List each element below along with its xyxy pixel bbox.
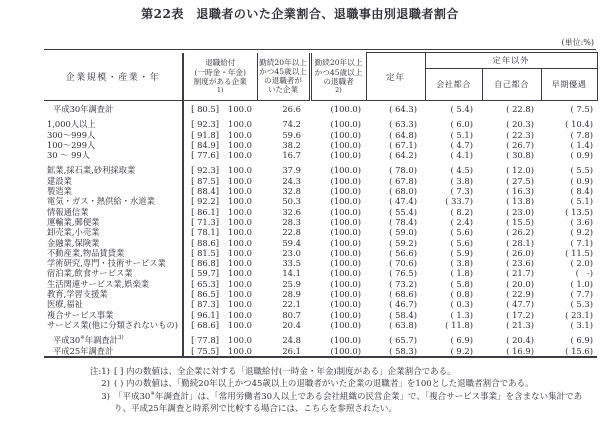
cell-c-b1: [ 86.8] xyxy=(191,258,219,269)
cell-c-b1: [ 77.6] xyxy=(191,150,219,161)
table-row xyxy=(44,207,597,217)
table-row xyxy=(44,238,597,248)
cell-c-b1: [ 88.6] xyxy=(191,237,219,248)
cell-c-tei: ( 47.4) xyxy=(389,196,417,207)
row-label: 不動産業,物品賃貸業 xyxy=(44,248,183,258)
table-row xyxy=(44,227,597,237)
cell-c-ret: (100.0) xyxy=(330,289,361,300)
document-page xyxy=(0,5,600,431)
footnote-text: 「平成30※年調査計」は、「常用労働者30人以上である会社組織の民営企業」で、「複合サービス事業」を含まない集計であり、平成25年調査と時系列で比較する場合には、こちらを参照されたい。 xyxy=(114,391,583,415)
cell-c-sou: ( 8.4) xyxy=(570,186,594,197)
cell-c-ret: (100.0) xyxy=(330,237,361,248)
table-row xyxy=(44,299,597,309)
cell-c-b1: [ 92.2] xyxy=(191,196,219,207)
cell-c-jik: ( 21.3) xyxy=(506,319,534,330)
table-row xyxy=(44,346,597,357)
cell-c-sou: ( 5.1) xyxy=(570,196,594,207)
row-label: 平成30年調査計 xyxy=(44,104,183,114)
row-label: 鉱業,採石業,砂利採取業 xyxy=(44,165,183,175)
header-mandatory-retirement: 定年 xyxy=(366,53,425,101)
cell-c-tei: ( 63.3) xyxy=(389,119,417,130)
cell-c-b1: [ 71.3] xyxy=(191,216,219,227)
cell-c-b2: 100.0 xyxy=(228,278,252,289)
cell-c-kai: ( 5.8) xyxy=(450,278,473,289)
cell-c-kai: ( 5.9) xyxy=(450,247,473,258)
cell-c-b1: [ 77.8] xyxy=(191,335,219,346)
table-row xyxy=(44,104,597,114)
cell-c-sou: ( 7.7) xyxy=(570,289,594,300)
cell-c-b1: [ 59.7] xyxy=(191,268,219,279)
cell-c-sou: ( 7.5) xyxy=(570,104,594,114)
cell-c-sou: ( -) xyxy=(575,268,594,279)
cell-c-jik: ( 21.7) xyxy=(506,268,534,279)
cell-c-b2: 100.0 xyxy=(228,119,252,130)
header-line: 退職給付 xyxy=(205,58,236,68)
cell-c-ret: (100.0) xyxy=(330,129,361,140)
cell-c-ret: (100.0) xyxy=(330,299,361,310)
row-label: 電気・ガス・熱供給・水道業 xyxy=(44,196,183,206)
cell-c-jik: ( 17.2) xyxy=(506,309,534,320)
cell-c-kai: ( 1.3) xyxy=(450,309,473,320)
cell-c-b1: [ 92.3] xyxy=(191,165,219,176)
cell-c-kai: ( 1.8) xyxy=(450,268,473,279)
cell-c-b1: [ 86.1] xyxy=(191,206,219,217)
row-label: 平成25年調査計 xyxy=(44,346,183,357)
cell-c-jik: ( 22.3) xyxy=(506,129,534,140)
cell-c-kai: ( 5.6) xyxy=(450,237,473,248)
table-body xyxy=(44,101,597,357)
header-row-1 xyxy=(44,53,597,69)
row-label: 複合サービス事業 xyxy=(44,310,183,320)
cell-c-jik: ( 22.9) xyxy=(506,289,534,300)
cell-c-jik: ( 26.7) xyxy=(506,139,534,150)
cell-c-b1: [ 92.3] xyxy=(191,119,219,130)
table-row xyxy=(44,186,597,196)
cell-c-tei: ( 46.7) xyxy=(389,299,417,310)
cell-c-b2: 100.0 xyxy=(228,104,252,114)
cell-c-had: 59.6 xyxy=(282,129,301,140)
cell-c-tei: ( 68.6) xyxy=(389,289,417,300)
row-label: 運輸業,郵便業 xyxy=(44,217,183,227)
cell-c-ret: (100.0) xyxy=(330,165,361,176)
cell-c-tei: ( 65.7) xyxy=(389,335,417,346)
header-retirees xyxy=(310,53,366,101)
cell-c-had: 38.2 xyxy=(282,139,301,150)
header-personal-reasons: 自己都合 xyxy=(482,69,541,101)
cell-c-kai: ( 0.3) xyxy=(450,299,473,310)
table-title: 第22表 退職者のいた企業割合、退職事由別退職者割合 xyxy=(141,7,459,21)
cell-c-jik: ( 12.0) xyxy=(506,165,534,176)
cell-c-jik: ( 47.7) xyxy=(506,299,534,310)
header-corner: 企業規模・産業・年 xyxy=(44,53,183,101)
table-row xyxy=(44,130,597,140)
table-row xyxy=(44,310,597,320)
cell-c-b2: 100.0 xyxy=(228,150,252,161)
cell-c-b2: 100.0 xyxy=(228,345,252,356)
footnote-text: [ ] 内の数値は、全企業に対する「退職給付(一時金・年金)制度がある」企業割合である。 xyxy=(114,366,456,377)
cell-c-b2: 100.0 xyxy=(228,206,252,217)
cell-c-had: 59.4 xyxy=(282,237,301,248)
cell-c-b1: [ 87.3] xyxy=(191,299,219,310)
cell-c-b1: [ 84.9] xyxy=(191,139,219,150)
cell-c-jik: ( 20.0) xyxy=(506,278,534,289)
cell-c-had: 20.4 xyxy=(282,319,301,330)
header-footnote-ref: 1) xyxy=(216,86,224,95)
cell-c-b2: 100.0 xyxy=(228,335,252,346)
cell-c-kai: ( 5.1) xyxy=(450,129,473,140)
cell-c-ret: (100.0) xyxy=(330,258,361,269)
cell-c-jik: ( 16.3) xyxy=(506,186,534,197)
footnote-text: ( ) 内の数値は、「勤続20年以上かつ45歳以上の退職者がいた企業の退職者」を100とした退職者割合である。 xyxy=(114,379,534,390)
cell-c-ret: (100.0) xyxy=(330,268,361,279)
cell-c-kai: ( 3.8) xyxy=(450,175,473,186)
header-line: の退職者 xyxy=(323,76,354,86)
cell-c-jik: ( 28.1) xyxy=(506,237,534,248)
header-line: 制度がある企業 xyxy=(193,76,247,86)
cell-c-sou: ( 10.4) xyxy=(565,119,594,130)
cell-c-b2: 100.0 xyxy=(228,196,252,207)
footnote-label: 3) xyxy=(101,391,110,402)
cell-c-b1: [ 78.1] xyxy=(191,227,219,238)
statistics-table xyxy=(44,52,598,358)
row-label: 平成30※年調査計$^{3)}$ xyxy=(44,335,183,345)
table-row xyxy=(44,176,597,186)
cell-c-tei: ( 58.4) xyxy=(389,309,417,320)
row-label: 生活関連サービス業,娯楽業 xyxy=(44,279,183,289)
cell-c-b2: 100.0 xyxy=(228,237,252,248)
cell-c-had: 22.1 xyxy=(282,299,301,310)
table-row xyxy=(44,140,597,150)
cell-c-sou: ( 7.1) xyxy=(570,237,594,248)
cell-c-ret: (100.0) xyxy=(330,186,361,197)
cell-c-ret: (100.0) xyxy=(330,335,361,346)
cell-c-ret: (100.0) xyxy=(330,319,361,330)
cell-c-sou: ( 1.4) xyxy=(570,139,594,150)
cell-c-had: 24.8 xyxy=(282,335,301,346)
cell-c-had: 24.3 xyxy=(282,175,301,186)
cell-c-sou: ( 0.9) xyxy=(570,150,594,161)
row-label: 金融業,保険業 xyxy=(44,238,183,248)
table-row xyxy=(44,289,597,299)
row-label: 医療,福祉 xyxy=(44,299,183,309)
row-label: 製造業 xyxy=(44,186,183,196)
cell-c-tei: ( 70.6) xyxy=(389,258,417,269)
row-label: 30 〜 99人 xyxy=(44,150,183,160)
row-label: 情報通信業 xyxy=(44,207,183,217)
cell-c-kai: ( 6.9) xyxy=(450,335,473,346)
cell-c-jik: ( 26.2) xyxy=(506,227,534,238)
row-label: 宿泊業,飲食サービス業 xyxy=(44,268,183,278)
cell-c-kai: ( 33.7) xyxy=(445,196,473,207)
cell-c-b2: 100.0 xyxy=(228,186,252,197)
cell-c-jik: ( 20.3) xyxy=(506,119,534,130)
cell-c-sou: ( 7.8) xyxy=(570,129,594,140)
cell-c-sou: ( 3.6) xyxy=(570,216,594,227)
cell-c-jik: ( 22.8) xyxy=(506,104,534,114)
table-wrapper xyxy=(44,37,596,416)
cell-c-ret: (100.0) xyxy=(330,247,361,258)
cell-c-kai: ( 5.6) xyxy=(450,227,473,238)
table-top-rule xyxy=(44,49,596,50)
cell-c-tei: ( 64.3) xyxy=(389,104,417,114)
cell-c-sou: ( 5.5) xyxy=(570,165,594,176)
cell-c-b2: 100.0 xyxy=(228,139,252,150)
cell-c-b2: 100.0 xyxy=(228,268,252,279)
cell-c-b1: [ 80.5] xyxy=(191,104,219,114)
cell-c-ret: (100.0) xyxy=(330,345,361,356)
cell-c-jik: ( 15.5) xyxy=(506,216,534,227)
header-line: かつ45歳以上 xyxy=(259,67,307,77)
cell-c-sou: ( 1.0) xyxy=(570,278,594,289)
cell-c-had: 50.3 xyxy=(282,196,301,207)
cell-c-tei: ( 59.0) xyxy=(389,227,417,238)
table-row xyxy=(44,150,597,160)
cell-c-had: 26.1 xyxy=(282,345,301,356)
table-row xyxy=(44,258,597,268)
table-row xyxy=(44,320,597,330)
cell-c-sou: ( 0.9) xyxy=(570,175,594,186)
row-label: 300〜999人 xyxy=(44,130,183,140)
cell-c-b1: [ 65.3] xyxy=(191,278,219,289)
header-company-convenience: 会社都合 xyxy=(425,69,482,101)
header-line: の退職者が xyxy=(264,76,302,86)
cell-c-had: 22.8 xyxy=(282,227,301,238)
cell-c-tei: ( 68.0) xyxy=(389,186,417,197)
cell-c-tei: ( 67.1) xyxy=(389,139,417,150)
header-benefit-plan xyxy=(183,53,257,101)
cell-c-tei: ( 78.0) xyxy=(389,165,417,176)
cell-c-jik: ( 20.4) xyxy=(506,335,534,346)
row-label: 100〜299人 xyxy=(44,140,183,150)
cell-c-had: 25.9 xyxy=(282,278,301,289)
cell-c-b2: 100.0 xyxy=(228,247,252,258)
table-row xyxy=(44,196,597,206)
cell-c-had: 28.9 xyxy=(282,289,301,300)
header-early-retirement: 早期優遇 xyxy=(541,69,597,101)
footnote xyxy=(84,366,590,379)
cell-c-tei: ( 64.8) xyxy=(389,129,417,140)
cell-c-jik: ( 30.8) xyxy=(506,150,534,161)
cell-c-b2: 100.0 xyxy=(228,227,252,238)
cell-c-b1: [ 88.4] xyxy=(191,186,219,197)
footnotes xyxy=(84,366,590,416)
cell-c-sou: ( 9.2) xyxy=(570,227,594,238)
header-line: かつ45歳以上 xyxy=(314,67,363,77)
cell-c-ret: (100.0) xyxy=(330,227,361,238)
cell-c-kai: ( 3.8) xyxy=(450,258,473,269)
row-label: サービス業(他に分類されないもの) xyxy=(44,320,183,330)
cell-c-b2: 100.0 xyxy=(228,216,252,227)
cell-c-tei: ( 55.4) xyxy=(389,206,417,217)
cell-c-b1: [ 68.6] xyxy=(191,319,219,330)
cell-c-sou: ( 2.0) xyxy=(570,258,594,269)
cell-c-tei: ( 63.8) xyxy=(389,319,417,330)
cell-c-ret: (100.0) xyxy=(330,104,361,114)
cell-c-b1: [ 86.5] xyxy=(191,289,219,300)
cell-c-kai: ( 6.0) xyxy=(450,119,473,130)
footnote-label: 注:1) xyxy=(89,366,110,377)
cell-c-jik: ( 26.0) xyxy=(506,247,534,258)
header-line: いた企業 xyxy=(267,85,299,95)
header-line: 勤続20年以上 xyxy=(259,57,307,67)
cell-c-b1: [ 81.5] xyxy=(191,247,219,258)
cell-c-tei: ( 59.2) xyxy=(389,237,417,248)
cell-c-ret: (100.0) xyxy=(330,196,361,207)
cell-c-b1: [ 96.1] xyxy=(191,309,219,320)
header-footnote-ref: 2) xyxy=(335,86,342,95)
footnote-label: 2) xyxy=(101,379,110,390)
cell-c-ret: (100.0) xyxy=(330,150,361,161)
cell-c-b2: 100.0 xyxy=(228,129,252,140)
table-row xyxy=(44,268,597,278)
cell-c-kai: ( 5.4) xyxy=(450,104,473,114)
cell-c-ret: (100.0) xyxy=(330,216,361,227)
cell-c-kai: ( 8.2) xyxy=(450,206,473,217)
cell-c-ret: (100.0) xyxy=(330,175,361,186)
cell-c-tei: ( 73.2) xyxy=(389,278,417,289)
cell-c-kai: ( 4.7) xyxy=(450,139,473,150)
cell-c-sou: ( 6.9) xyxy=(570,335,594,346)
cell-c-kai: ( 9.2) xyxy=(450,345,473,356)
cell-c-b2: 100.0 xyxy=(228,175,252,186)
row-label: 1,000人以上 xyxy=(44,119,183,129)
cell-c-kai: ( 0.8) xyxy=(450,289,473,300)
cell-c-jik: ( 23.0) xyxy=(506,206,534,217)
header-line: 勤続20年以上 xyxy=(314,58,363,68)
cell-c-sou: ( 5.3) xyxy=(570,299,594,310)
cell-c-had: 74.2 xyxy=(282,119,301,130)
cell-c-ret: (100.0) xyxy=(330,119,361,130)
cell-c-ret: (100.0) xyxy=(330,139,361,150)
cell-c-jik: ( 13.8) xyxy=(506,196,534,207)
table-row xyxy=(44,119,597,129)
cell-c-had: 16.7 xyxy=(282,150,301,161)
row-label: 教育,学習支援業 xyxy=(44,289,183,299)
table-row xyxy=(44,248,597,258)
cell-c-b1: [ 75.5] xyxy=(191,345,219,356)
cell-c-b2: 100.0 xyxy=(228,289,252,300)
cell-c-ret: (100.0) xyxy=(330,309,361,320)
cell-c-jik: ( 16.9) xyxy=(506,345,534,356)
cell-c-had: 32.6 xyxy=(282,206,301,217)
cell-c-had: 14.1 xyxy=(282,268,301,279)
cell-c-sou: ( 13.5) xyxy=(565,206,594,217)
cell-c-tei: ( 56.6) xyxy=(389,247,417,258)
cell-c-jik: ( 23.6) xyxy=(506,258,534,269)
row-label: 卸売業,小売業 xyxy=(44,227,183,237)
cell-c-ret: (100.0) xyxy=(330,278,361,289)
table-header xyxy=(44,53,597,101)
cell-c-sou: ( 3.1) xyxy=(570,319,594,330)
cell-c-sou: ( 11.5) xyxy=(565,247,594,258)
cell-c-b2: 100.0 xyxy=(228,309,252,320)
table-row xyxy=(44,335,597,345)
cell-c-b1: [ 87.5] xyxy=(191,175,219,186)
header-line: (一時金・年金) xyxy=(194,67,246,77)
table-row xyxy=(44,165,597,175)
cell-c-kai: ( 4.5) xyxy=(450,165,473,176)
cell-c-b2: 100.0 xyxy=(228,319,252,330)
cell-c-had: 80.7 xyxy=(282,309,301,320)
footnote xyxy=(84,391,590,416)
cell-c-tei: ( 76.5) xyxy=(389,268,417,279)
cell-c-tei: ( 58.3) xyxy=(389,345,417,356)
row-label: 学術研究,専門・技術サービス業 xyxy=(44,258,183,268)
cell-c-had: 33.5 xyxy=(282,258,301,269)
unit-note: (単位:%) xyxy=(561,38,594,47)
cell-c-tei: ( 78.4) xyxy=(389,216,417,227)
cell-c-ret: (100.0) xyxy=(330,206,361,217)
cell-c-kai: ( 2.4) xyxy=(450,216,473,227)
table-row xyxy=(44,217,597,227)
cell-c-b2: 100.0 xyxy=(228,258,252,269)
row-label: 建設業 xyxy=(44,176,183,186)
footnote xyxy=(84,378,590,391)
cell-c-b1: [ 91.8] xyxy=(191,129,219,140)
cell-c-sou: ( 15.6) xyxy=(565,345,594,356)
cell-c-b2: 100.0 xyxy=(228,165,252,176)
cell-c-had: 23.0 xyxy=(282,247,301,258)
cell-c-jik: ( 27.5) xyxy=(506,175,534,186)
cell-c-kai: ( 11.8) xyxy=(445,319,473,330)
cell-c-had: 37.9 xyxy=(282,165,301,176)
cell-c-tei: ( 64.2) xyxy=(389,150,417,161)
cell-c-had: 26.6 xyxy=(282,104,301,114)
table-row xyxy=(44,279,597,289)
cell-c-had: 32.8 xyxy=(282,186,301,197)
cell-c-had: 28.3 xyxy=(282,216,301,227)
cell-c-sou: ( 23.1) xyxy=(565,309,594,320)
header-had-retirees xyxy=(257,53,310,101)
cell-c-kai: ( 7.3) xyxy=(450,186,473,197)
cell-c-kai: ( 4.1) xyxy=(450,150,473,161)
cell-c-b2: 100.0 xyxy=(228,299,252,310)
cell-c-tei: ( 67.8) xyxy=(389,175,417,186)
header-other-than-mandatory: 定年以外 xyxy=(425,53,597,69)
